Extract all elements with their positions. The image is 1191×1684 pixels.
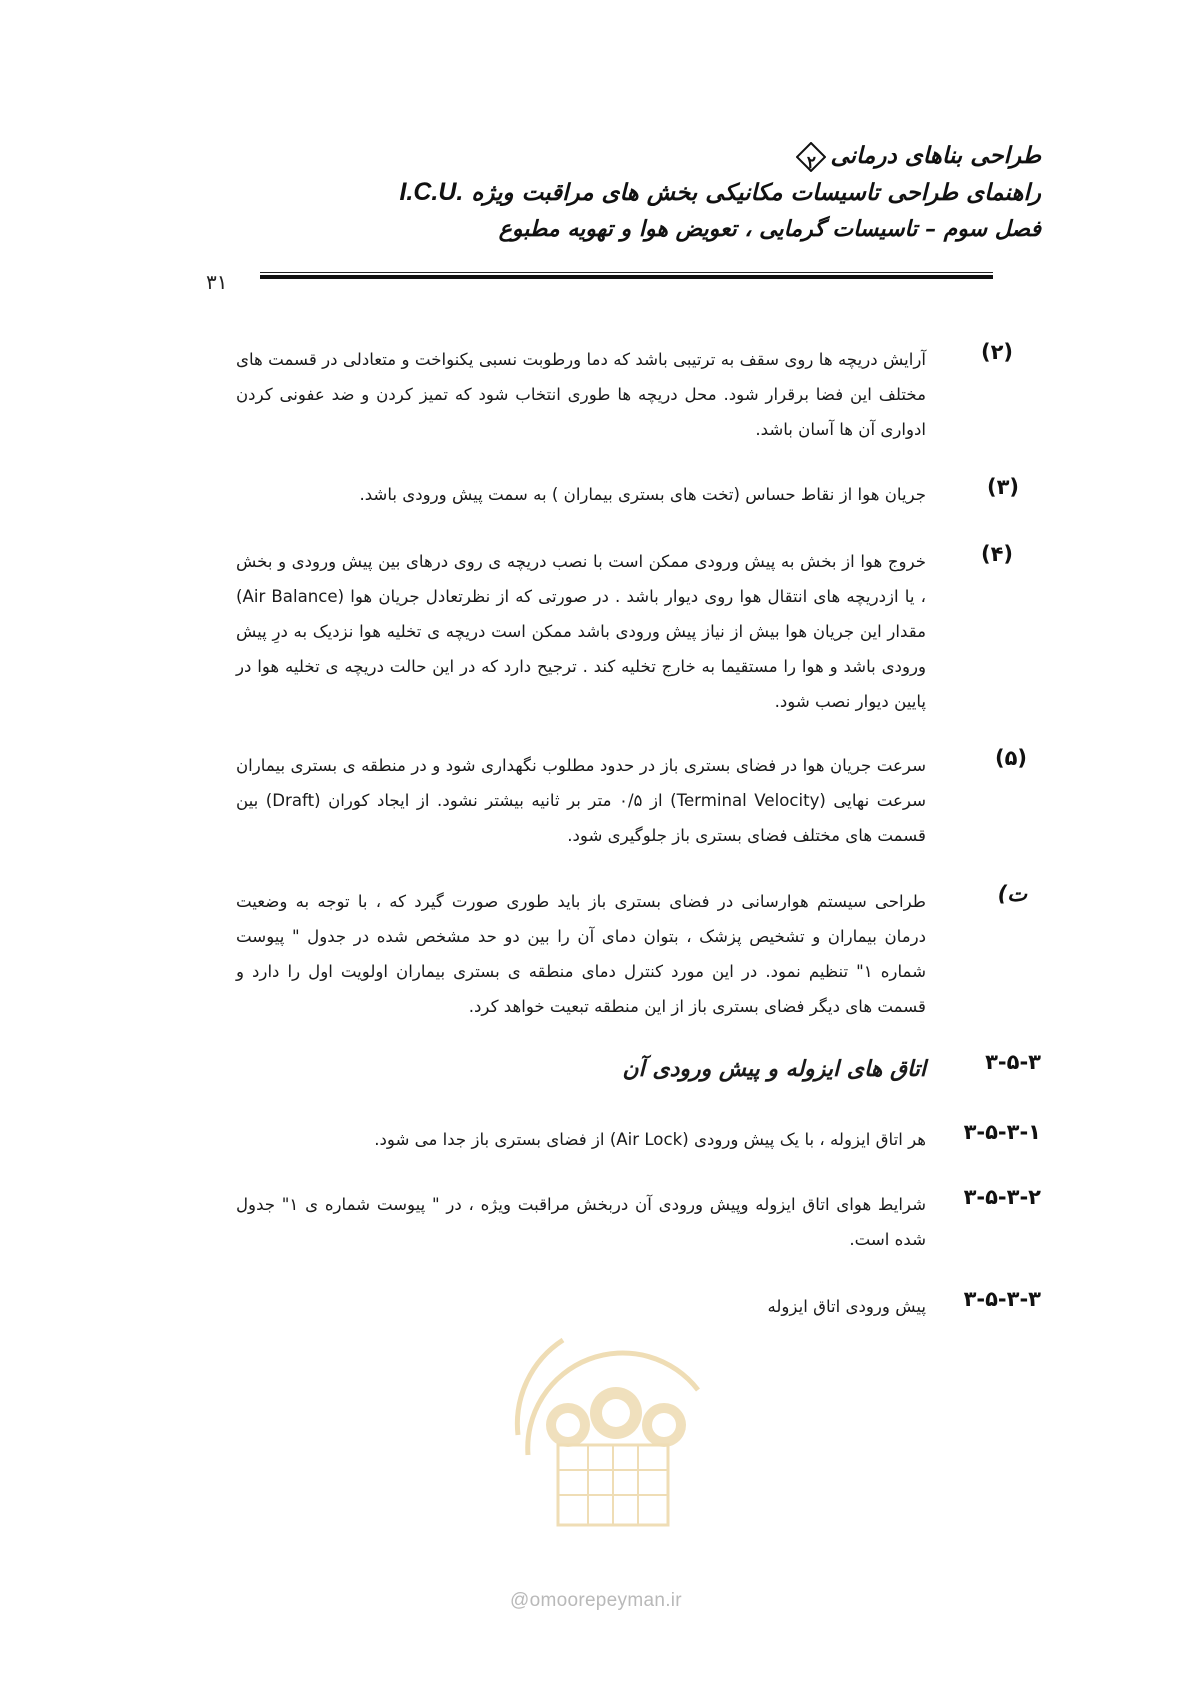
item-number: (۳): [986, 475, 1019, 499]
running-header: [221, 138, 1041, 247]
item-number: ت): [997, 882, 1027, 906]
watermark-seal-icon: [488, 1295, 738, 1545]
section-number: ۳-۵-۳: [985, 1050, 1041, 1074]
item-number: ۳-۵-۳-۲: [963, 1185, 1041, 1209]
series-title: طراحی بناهای درمانی: [830, 142, 1041, 169]
item-text: آرایش دریچه ها روی سقف به ترتیبی باشد که دما ورطوبت نسبی یکنواخت و متعادلی در قسمت های مختلف این فضا برقرار شود. محل دریچه ها طوری انتخاب شود که تمیز کردن و ضد عفونی کردن ادواری آن ها آسان باشد.: [236, 350, 926, 439]
chapter-title: فصل سوم – تاسیسات گرمایی ، تعویض هوا و تهویه مطبوع: [498, 216, 1041, 242]
volume-number: ۲: [806, 153, 817, 173]
page-number: ۳۱: [206, 270, 228, 294]
item-text: پیش ورودی اتاق ایزوله: [767, 1297, 926, 1316]
item-number: ۳-۵-۳-۳: [963, 1287, 1041, 1311]
item-number: ۳-۵-۳-۱: [963, 1120, 1041, 1144]
header-rule: [260, 272, 993, 279]
watermark-logo: [488, 1295, 738, 1545]
item-number: (۵): [994, 746, 1027, 770]
volume-badge: [796, 142, 826, 172]
guide-title: راهنمای طراحی تاسیسات مکانیکی بخش های مراقبت ویژه: [471, 179, 1041, 206]
watermark-url: @omoorepeyman.ir: [510, 1590, 682, 1611]
item-text: جریان هوا از نقاط حساس (تخت های بستری بیماران ) به سمت پیش ورودی باشد.: [359, 485, 926, 504]
item-text: خروج هوا از بخش به پیش ورودی ممکن است با نصب دریچه ی روی درهای بین پیش ورودی و بخش ، یا ازدریچه های انتقال هوا روی دیوار باشد . در صورتی که از نظرتعادل جریان هوا (Air Balance) مقدار این جریان هوا بیش از نیاز پیش ورودی باشد ممکن است دریچه ی تخلیه هوا نزدیک به درِ پیش ورودی باشد و هوا را مستقیما به خارج تخلیه کند . ترجیح دارد که در این حالت دریچه ی تخلیه هوا در پایین دیوار نصب شود.: [236, 552, 926, 711]
item-number: (۴): [980, 542, 1013, 566]
item-text: شرایط هوای اتاق ایزوله وپیش ورودی آن دربخش مراقبت ویژه ، در " پیوست شماره ی ۱" جدول شده است.: [236, 1195, 926, 1249]
section-title: اتاق های ایزوله و پیش ورودی آن: [622, 1056, 926, 1082]
item-number: (۲): [980, 340, 1013, 364]
item-text: طراحی سیستم هوارسانی در فضای بستری باز باید طوری صورت گیرد که ، با توجه به وضعیت درمان بیماران و تشخیص پزشک ، بتوان دمای آن را بین دو حد مشخص شده در جدول " پیوست شماره ۱" تنظیم نمود. در این مورد کنترل دمای منطقه ی بستری بیماران اولویت اول را دارد و قسمت های دیگر فضای بستری باز از این منطقه تبعیت خواهد کرد.: [236, 892, 926, 1016]
item-text: هر اتاق ایزوله ، با یک پیش ورودی (Air Lock) از فضای بستری باز جدا می شود.: [374, 1130, 926, 1149]
item-text: سرعت جریان هوا در فضای بستری باز در حدود مطلوب نگهداری شود و در منطقه ی بستری بیماران سرعت نهایی (Terminal Velocity) از ۰/۵ متر بر ثانیه بیشتر نشود. از ایجاد کوران (Draft) بین قسمت های مختلف فضای بستری باز جلوگیری شود.: [236, 756, 926, 845]
guide-title-line: [221, 174, 1041, 211]
guide-acronym: I.C.U.: [399, 178, 464, 206]
series-title-line: [221, 138, 1041, 174]
